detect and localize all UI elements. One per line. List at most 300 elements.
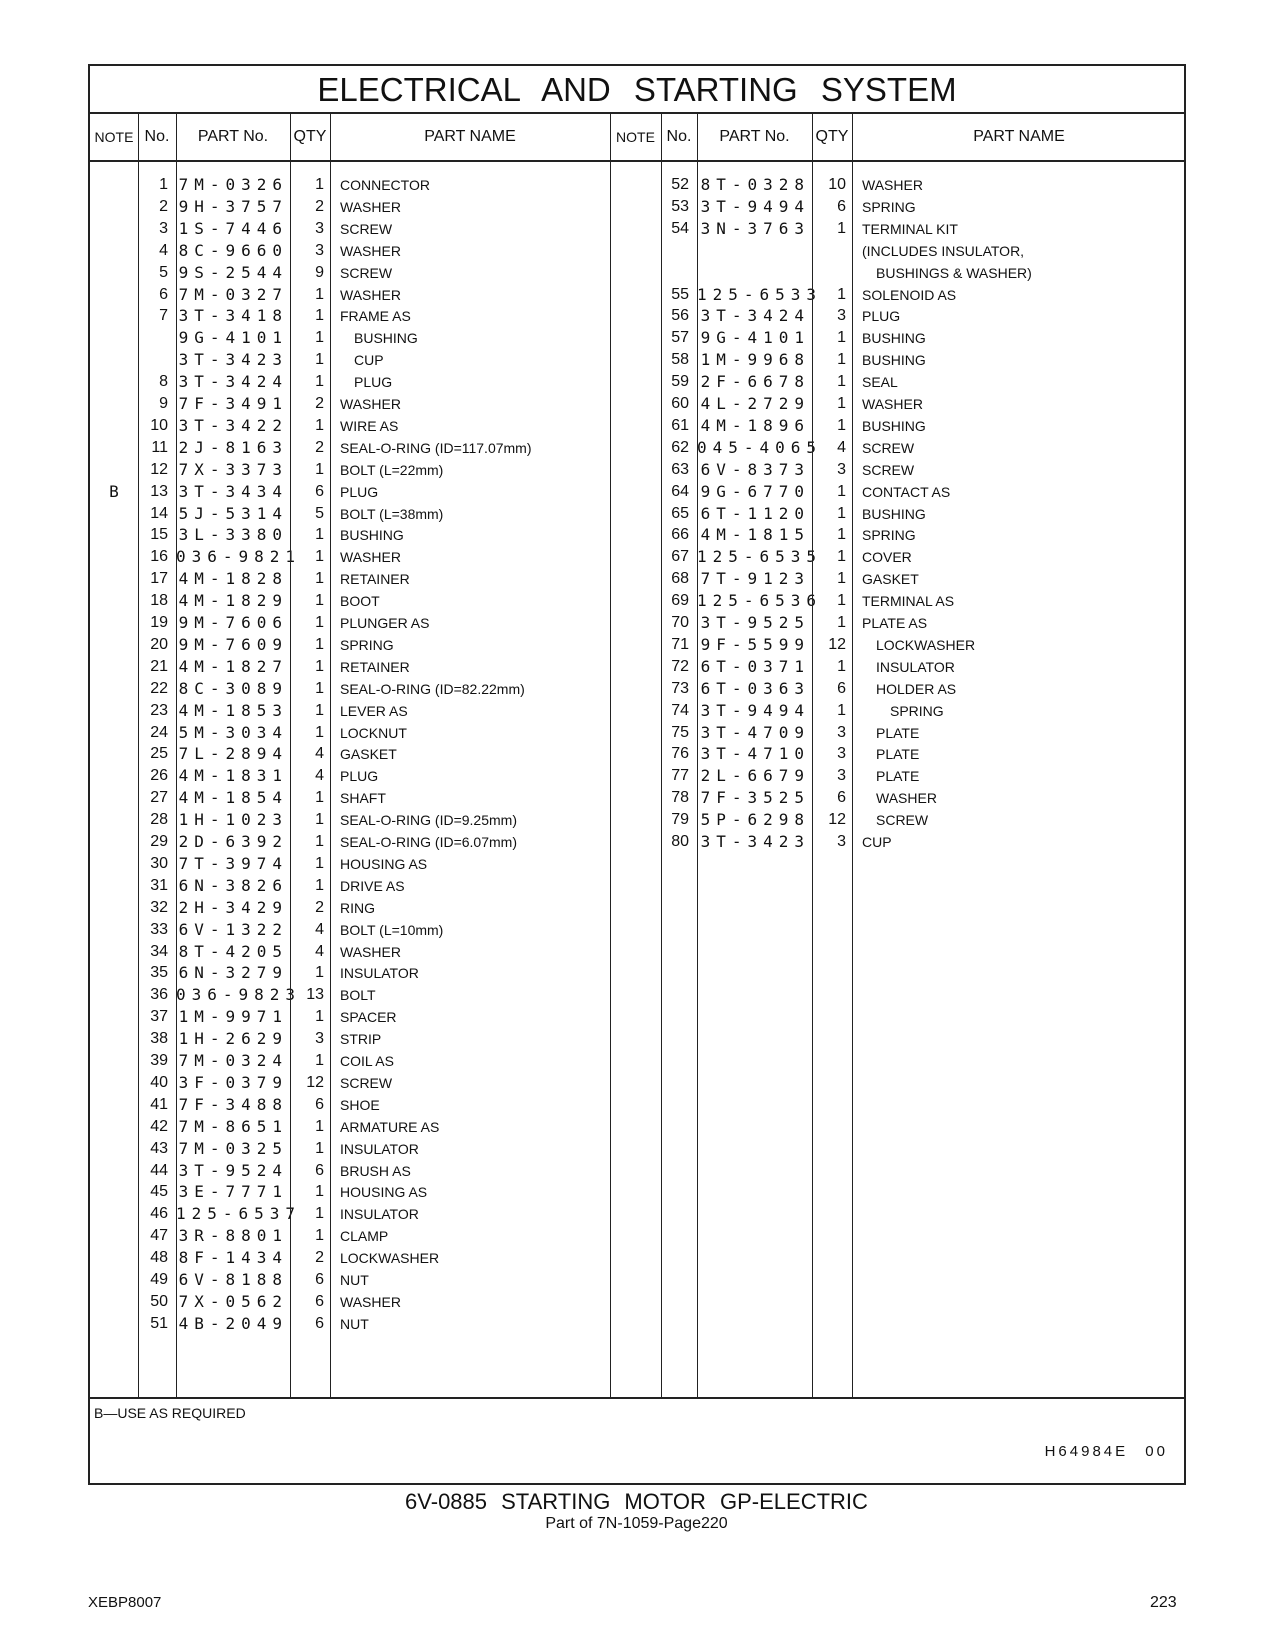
cell-name: LEVER AS [340,702,408,719]
cell-part: 4L-2729 [700,394,810,413]
cell-name: CONTACT AS [862,483,951,500]
cell-name: CUP [354,352,384,369]
cell-name: SPRING [862,198,916,215]
cell-part: 4M-1828 [178,569,288,589]
cell-part: 7M-8651 [178,1116,288,1136]
cell-name: LOCKWASHER [876,636,976,653]
table-row [90,262,1184,284]
cell-qty: 1 [837,526,846,544]
cell-name: SEAL-O-RING (ID=82.22mm) [340,680,525,697]
cell-part: 6T-0371 [700,656,810,676]
table-row [90,1050,1184,1072]
cell-name: SEAL [862,374,898,391]
cell-no: 40 [150,1073,168,1091]
cell-part: 6N-3826 [178,875,288,895]
cell-qty: 12 [306,1073,324,1091]
cell-part: 1M-9971 [178,1007,288,1027]
cell-part: 2J-8163 [178,437,288,457]
cell-no: 62 [671,438,689,456]
table-row [90,700,1184,722]
cell-no: 73 [671,679,689,697]
cell-no: 70 [671,614,689,631]
cell-no: 29 [150,833,168,850]
cell-no: 66 [671,526,689,544]
cell-part: 2H-3429 [178,897,288,917]
cell-name: COIL AS [340,1053,394,1069]
table-row [90,524,1184,546]
cell-qty: 1 [315,1008,324,1026]
cell-part: 4M-1896 [700,415,810,435]
cell-name: BRUSH AS [340,1162,411,1179]
cell-no: 54 [671,219,689,237]
cell-name: BUSHING [862,505,926,522]
header-no-right: No. [666,128,692,145]
cell-part: 9S-2544 [178,262,288,282]
cell-part: 7T-3974 [178,853,288,873]
cell-part: 6T-1120 [700,503,810,523]
cell-qty: 1 [315,460,324,478]
cell-part: 8T-0328 [700,175,810,194]
column-header-row [90,114,1184,162]
cell-qty: 1 [315,1183,324,1201]
cell-qty: 1 [837,416,846,434]
cell-no: 1 [159,176,168,193]
cell-qty: 9 [315,263,324,281]
cell-no: 76 [671,745,689,763]
cell-name: SCREW [862,439,915,456]
cell-no: 49 [150,1271,168,1288]
cell-qty: 1 [315,351,324,369]
cell-qty: 1 [315,176,324,193]
cell-part: 7F-3488 [178,1094,288,1114]
cell-part: 3T-9494 [700,196,810,216]
cell-part: 5P-6298 [700,810,810,830]
cell-no: 25 [150,745,168,763]
cell-no: 24 [150,723,168,741]
cell-part: 1M-9968 [700,350,810,370]
cell-no: 45 [150,1183,168,1201]
column-divider [290,114,291,1399]
cell-qty: 6 [315,1292,324,1310]
cell-no: 53 [671,197,689,215]
cell-part: 125-6533 [697,284,823,304]
cell-part: 6V-8188 [178,1270,288,1289]
cell-qty: 3 [315,219,324,237]
cell-qty: 1 [315,592,324,610]
cell-name: WASHER [340,943,401,960]
group-reference: Part of 7N-1059-Page220 [545,1515,728,1532]
cell-no: 52 [671,176,689,193]
cell-no: 18 [150,592,168,610]
cell-no: 46 [150,1205,168,1223]
cell-part: 8F-1434 [178,1248,288,1268]
cell-no: 48 [150,1249,168,1267]
cell-no: 9 [159,395,168,412]
cell-part: 3T-4709 [700,722,810,742]
cell-qty: 1 [837,504,846,522]
cell-qty: 12 [828,811,846,829]
column-divider [610,114,611,1399]
header-qty-left: QTY [293,128,327,145]
cell-name: WASHER [340,242,401,259]
table-row [90,787,1184,809]
table-row [90,678,1184,700]
cell-part: 4M-1854 [178,788,288,808]
cell-part: 7M-0325 [178,1138,288,1158]
cell-no: 4 [159,241,168,259]
cell-qty: 1 [315,833,324,850]
cell-no: 42 [150,1117,168,1135]
table-row [90,1225,1184,1247]
cell-part: 2D-6392 [178,832,288,851]
table-row [90,240,1184,262]
cell-no: 43 [150,1139,168,1157]
cell-name: ARMATURE AS [340,1118,440,1135]
cell-name: BOOT [340,593,380,610]
cell-name: (INCLUDES INSULATOR, [862,242,1025,259]
cell-name: INSULATOR [340,1206,419,1223]
cell-qty: 1 [315,789,324,807]
cell-part: 7M-0326 [178,175,288,194]
cell-qty: 2 [315,197,324,215]
cell-no: 55 [671,285,689,303]
cell-part: 7M-0327 [178,284,288,304]
cell-name: PLATE [876,746,920,763]
cell-name: SPACER [340,1009,397,1026]
cell-qty: 1 [315,416,324,434]
cell-part: 7F-3525 [700,788,810,808]
cell-no: 2 [159,197,168,215]
cell-qty: 1 [837,657,846,675]
cell-part: 4M-1827 [178,656,288,676]
cell-no: 47 [150,1227,168,1245]
cell-part: 3T-4710 [700,744,810,764]
cell-qty: 1 [837,329,846,347]
header-no-left: No. [144,128,170,145]
cell-qty: 1 [315,1052,324,1069]
header-part-right: PART No. [719,128,790,145]
cell-name: WASHER [340,286,401,303]
cell-no: 77 [671,767,689,785]
cell-no: 28 [150,811,168,829]
table-row [90,568,1184,590]
cell-part: 8C-3089 [178,678,288,698]
cell-name: BUSHING [862,352,926,369]
cell-no: 17 [150,570,168,588]
footnote: B—USE AS REQUIRED [94,1405,246,1421]
cell-qty: 1 [315,526,324,544]
cell-name: BUSHING [862,417,926,434]
cell-part: 3T-3434 [178,481,288,501]
header-name-right: PART NAME [973,128,1065,145]
cell-part: 3T-3424 [178,372,288,392]
table-row [90,1138,1184,1160]
cell-name: SCREW [876,812,929,829]
cell-qty: 1 [315,329,324,347]
table-row [90,1291,1184,1313]
parts-table-body [90,162,1184,1399]
cell-name: WASHER [340,198,401,215]
cell-name: SPRING [340,636,394,653]
cell-name: HOUSING AS [340,1184,428,1201]
cell-no: 75 [671,723,689,741]
table-row [90,809,1184,831]
cell-no: 34 [150,942,168,960]
cell-no: 67 [671,548,689,566]
cell-no: 13 [150,482,168,500]
cell-no: 38 [150,1030,168,1048]
cell-no: 63 [671,460,689,478]
column-divider [812,114,813,1399]
cell-no: 21 [150,657,168,675]
cell-no: 33 [150,920,168,938]
cell-part: 9M-7609 [178,634,288,654]
cell-name: PLUG [354,374,393,391]
cell-name: RETAINER [340,658,410,675]
cell-part: 4M-1831 [178,766,288,786]
cell-part: 5M-3034 [178,722,288,742]
table-row [90,875,1184,897]
cell-name: SCREW [340,1074,393,1091]
cell-name: INSULATOR [876,658,955,675]
cell-name: DRIVE AS [340,877,405,894]
cell-part: 3T-9524 [178,1160,288,1180]
cell-qty: 1 [837,373,846,391]
header-note-left: NOTE [94,129,134,145]
table-row [90,1313,1184,1335]
table-row [90,371,1184,393]
cell-qty: 1 [315,811,324,829]
cell-part: 1H-1023 [178,810,288,830]
cell-part: 125-6536 [697,591,823,611]
cell-note: B [109,481,119,501]
cell-no: 22 [150,679,168,697]
cell-qty: 1 [837,701,846,719]
cell-qty: 1 [837,351,846,369]
table-row [90,1094,1184,1116]
cell-name: SHOE [340,1096,380,1113]
cell-qty: 1 [837,592,846,610]
table-row [90,656,1184,678]
cell-part: 3T-3423 [700,832,810,851]
cell-name: BUSHING [340,527,404,544]
cell-no: 26 [150,767,168,785]
cell-part: 3T-9494 [700,700,810,720]
cell-name: PLUG [340,483,379,500]
cell-no: 23 [150,701,168,719]
table-row [90,174,1184,196]
header-note-right: NOTE [616,129,655,145]
cell-no: 5 [159,263,168,281]
cell-qty: 1 [315,876,324,894]
cell-name: BOLT (L=22mm) [340,461,444,478]
header-qty-right: QTY [815,128,849,145]
cell-qty: 1 [315,307,324,325]
cell-part: 9F-5599 [700,634,810,654]
column-divider [852,114,853,1399]
cell-no: 41 [150,1095,168,1113]
cell-qty: 6 [315,1314,324,1332]
cell-no: 74 [671,701,689,719]
cell-qty: 1 [315,964,324,982]
cell-qty: 6 [315,1095,324,1113]
cell-part: 3R-8801 [178,1226,288,1246]
cell-name: STRIP [340,1031,382,1048]
cell-part: 2F-6678 [700,372,810,392]
parts-table-frame [88,64,1186,1485]
cell-qty: 1 [315,1139,324,1157]
cell-qty: 1 [837,548,846,566]
cell-part: 6V-1322 [178,919,288,939]
cell-no: 69 [671,592,689,610]
cell-part: 8C-9660 [178,240,288,260]
cell-qty: 1 [315,1205,324,1223]
cell-part: 3T-3423 [178,350,288,370]
cell-no: 72 [671,657,689,675]
cell-no: 78 [671,789,689,807]
table-row [90,503,1184,525]
cell-qty: 3 [837,460,846,478]
cell-no: 31 [150,876,168,894]
cell-name: GASKET [862,571,919,588]
cell-part: 2L-6679 [700,766,810,786]
cell-name: BOLT (L=38mm) [340,505,444,522]
cell-qty: 3 [837,307,846,325]
cell-part: 4M-1853 [178,700,288,720]
cell-name: WASHER [876,790,937,807]
cell-part: 5J-5314 [178,503,288,523]
cell-part: 125-6535 [697,547,823,567]
cell-qty: 1 [315,614,324,631]
cell-no: 20 [150,635,168,653]
cell-qty: 2 [315,898,324,916]
cell-name: BUSHINGS & WASHER) [876,264,1032,281]
cell-part: 036-9823 [176,985,302,1005]
cell-name: WASHER [862,396,923,412]
cell-no: 32 [150,898,168,916]
cell-part: 8T-4205 [178,941,288,961]
cell-name: GASKET [340,746,397,763]
cell-part: 9M-7606 [178,613,288,632]
cell-name: SOLENOID AS [862,286,957,303]
cell-qty: 2 [315,438,324,456]
table-row [90,831,1184,853]
cell-qty: 6 [837,679,846,697]
table-row [90,1181,1184,1203]
cell-no: 3 [159,219,168,237]
cell-qty: 3 [837,723,846,741]
group-caption: 6V-0885 STARTING MOTOR GP-ELECTRIC [405,1489,868,1514]
column-divider [661,114,662,1399]
cell-qty: 1 [315,285,324,303]
cell-name: INSULATOR [340,965,419,982]
column-divider [176,114,177,1399]
table-row [90,1247,1184,1269]
cell-part: 9G-6770 [700,481,810,501]
cell-name: PLUNGER AS [340,615,430,631]
cell-qty: 10 [828,176,846,193]
table-row [90,349,1184,371]
document-code: H64984E 00 [1044,1443,1168,1460]
cell-qty: 1 [315,635,324,653]
cell-name: BOLT [340,987,376,1004]
cell-no: 27 [150,789,168,807]
cell-qty: 6 [837,197,846,215]
cell-qty: 3 [837,833,846,850]
cell-name: BOLT (L=10mm) [340,921,444,938]
page-number: 223 [1150,1594,1177,1611]
cell-part: 7T-9123 [700,569,810,589]
table-row [90,459,1184,481]
cell-part: 6V-8373 [700,459,810,479]
cell-qty: 4 [315,745,324,763]
cell-name: INSULATOR [340,1140,419,1157]
cell-qty: 4 [315,767,324,785]
cell-no: 39 [150,1052,168,1069]
cell-no: 56 [671,307,689,325]
cell-no: 7 [159,307,168,325]
table-row [90,962,1184,984]
table-row [90,765,1184,787]
table-row [90,897,1184,919]
cell-qty: 1 [837,395,846,412]
cell-qty: 5 [315,504,324,522]
cell-part: 7X-0562 [178,1291,288,1311]
cell-no: 57 [671,329,689,347]
cell-name: SCREW [862,461,915,478]
cell-no: 14 [150,504,168,522]
cell-qty: 1 [837,482,846,500]
cell-qty: 1 [315,657,324,675]
cell-qty: 1 [315,679,324,697]
cell-qty: 1 [837,614,846,631]
cell-qty: 4 [315,942,324,960]
cell-name: PLUG [862,308,901,325]
cell-name: NUT [340,1272,369,1288]
publication-number: XEBP8007 [88,1594,162,1611]
cell-name: WASHER [340,549,401,566]
cell-qty: 13 [306,986,324,1004]
cell-name: SEAL-O-RING (ID=117.07mm) [340,439,532,456]
cell-name: HOUSING AS [340,855,428,872]
cell-part: 3N-3763 [700,218,810,238]
table-row [90,984,1184,1006]
table-row [90,481,1184,503]
cell-qty: 1 [315,854,324,872]
cell-no: 11 [151,438,168,456]
cell-name: WASHER [340,1293,401,1310]
cell-name: WASHER [862,177,923,193]
table-row [90,722,1184,744]
table-row [90,327,1184,349]
cell-no: 36 [150,986,168,1004]
cell-no: 6 [159,285,168,303]
cell-part: 7X-3373 [178,459,288,479]
cell-no: 19 [150,614,168,631]
cell-qty: 6 [315,1271,324,1288]
cell-name: CLAMP [340,1228,389,1245]
cell-qty: 1 [315,701,324,719]
cell-name: CUP [862,834,892,850]
cell-part: 045-4065 [697,437,823,457]
table-row [90,743,1184,765]
cell-name: RETAINER [340,571,410,588]
cell-name: PLATE [876,768,920,785]
cell-part: 7M-0324 [178,1051,288,1070]
table-row [90,218,1184,240]
cell-part: 9G-4101 [700,328,810,348]
header-part-left: PART No. [197,128,269,145]
